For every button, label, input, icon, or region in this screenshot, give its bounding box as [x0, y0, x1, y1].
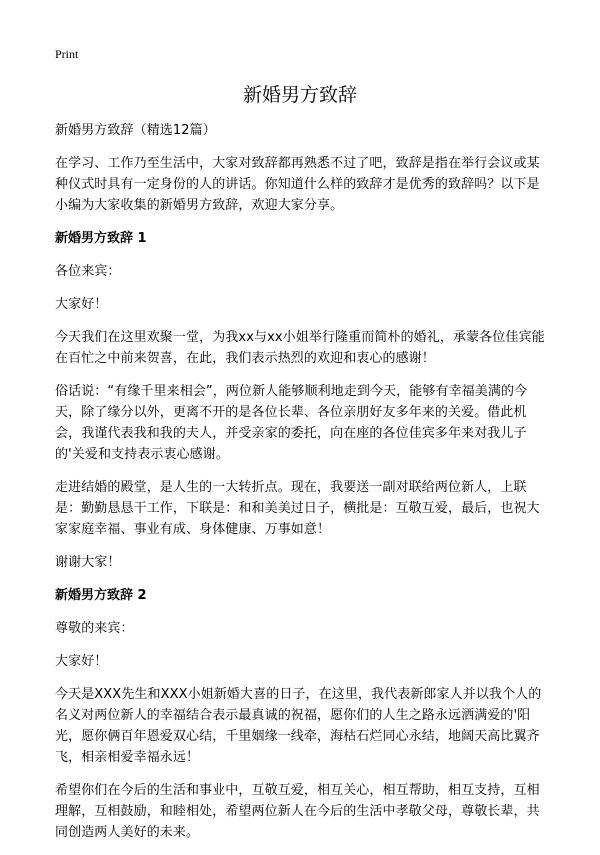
- section-1-paragraph: 谢谢大家！: [55, 555, 121, 570]
- intro-paragraph: 在学习、工作乃至生活中，大家对致辞都再熟悉不过了吧，致辞是指在举行会议或某种仪式时具有一定身份的人的讲话。你知道什么样的致辞才是优秀的致辞吗？以下是小编为大家收集的新婚男方致辞，欢迎大家分享。: [55, 156, 540, 213]
- section-1-paragraph: 各位来宾：: [55, 264, 121, 279]
- section-1-paragraph: 今天我们在这里欢聚一堂，为我xx与xx小姐举行隆重而简朴的婚礼，承蒙各位佳宾能在百忙之中前来贺喜，在此，我们表示热烈的欢迎和衷心的感谢！: [55, 330, 545, 366]
- section-1-paragraph: 大家好！: [55, 297, 108, 312]
- article-body: [55, 120, 552, 855]
- section-2-paragraph: 今天是XXX先生和XXX小姐新婚大喜的日子，在这里，我代表新郎家人并以我个人的名义对两位新人的幸福结合表示最真诚的祝福，愿你们的人生之路永远洒满爱的'阳光，愿你俩百年恩爱双心结，千里姻缘一线牵，海枯石烂同心永结，地阔天高比翼齐飞，相亲相爱幸福永远！: [55, 687, 542, 765]
- section-heading-2: 新婚男方致辞 2: [55, 588, 147, 603]
- section-1-paragraph: 俗话说：“有缘千里来相会”，两位新人能够顺利地走到今天，能够有幸福美满的今天，除了缘分以外，更离不开的是各位长辈、各位亲朋好友多年来的关爱。借此机会，我谨代表我和我的夫人，并受亲家的委托，向在座的各位佳宾多年来对我儿子的'关爱和支持表示衷心感谢。: [55, 384, 528, 462]
- print-link[interactable]: Print: [55, 47, 79, 61]
- section-2-paragraph: 大家好！: [55, 654, 108, 669]
- section-2-paragraph: 希望你们在今后的生活和事业中，互敬互爱，相互关心，相互帮助，相互支持，互相理解，互相鼓励，和睦相处，希望两位新人在今后的生活中孝敬父母，尊敬长辈，共同创造两人美好的未来。: [55, 783, 540, 840]
- section-1-paragraph: 走进结婚的殿堂，是人生的一大转折点。现在，我要送一副对联给两位新人，上联是：勤勤恳恳干工作，下联是：和和美美过日子，横批是：互敬互爱，最后，也祝大家家庭幸福、事业有成、身体健康、万事如意！: [55, 480, 540, 537]
- subtitle: 新婚男方致辞（精选12篇）: [55, 123, 216, 138]
- page-title: 新婚男方致辞: [242, 84, 357, 106]
- section-heading-1: 新婚男方致辞 1: [55, 231, 147, 246]
- section-2-paragraph: 尊敬的来宾：: [55, 621, 134, 636]
